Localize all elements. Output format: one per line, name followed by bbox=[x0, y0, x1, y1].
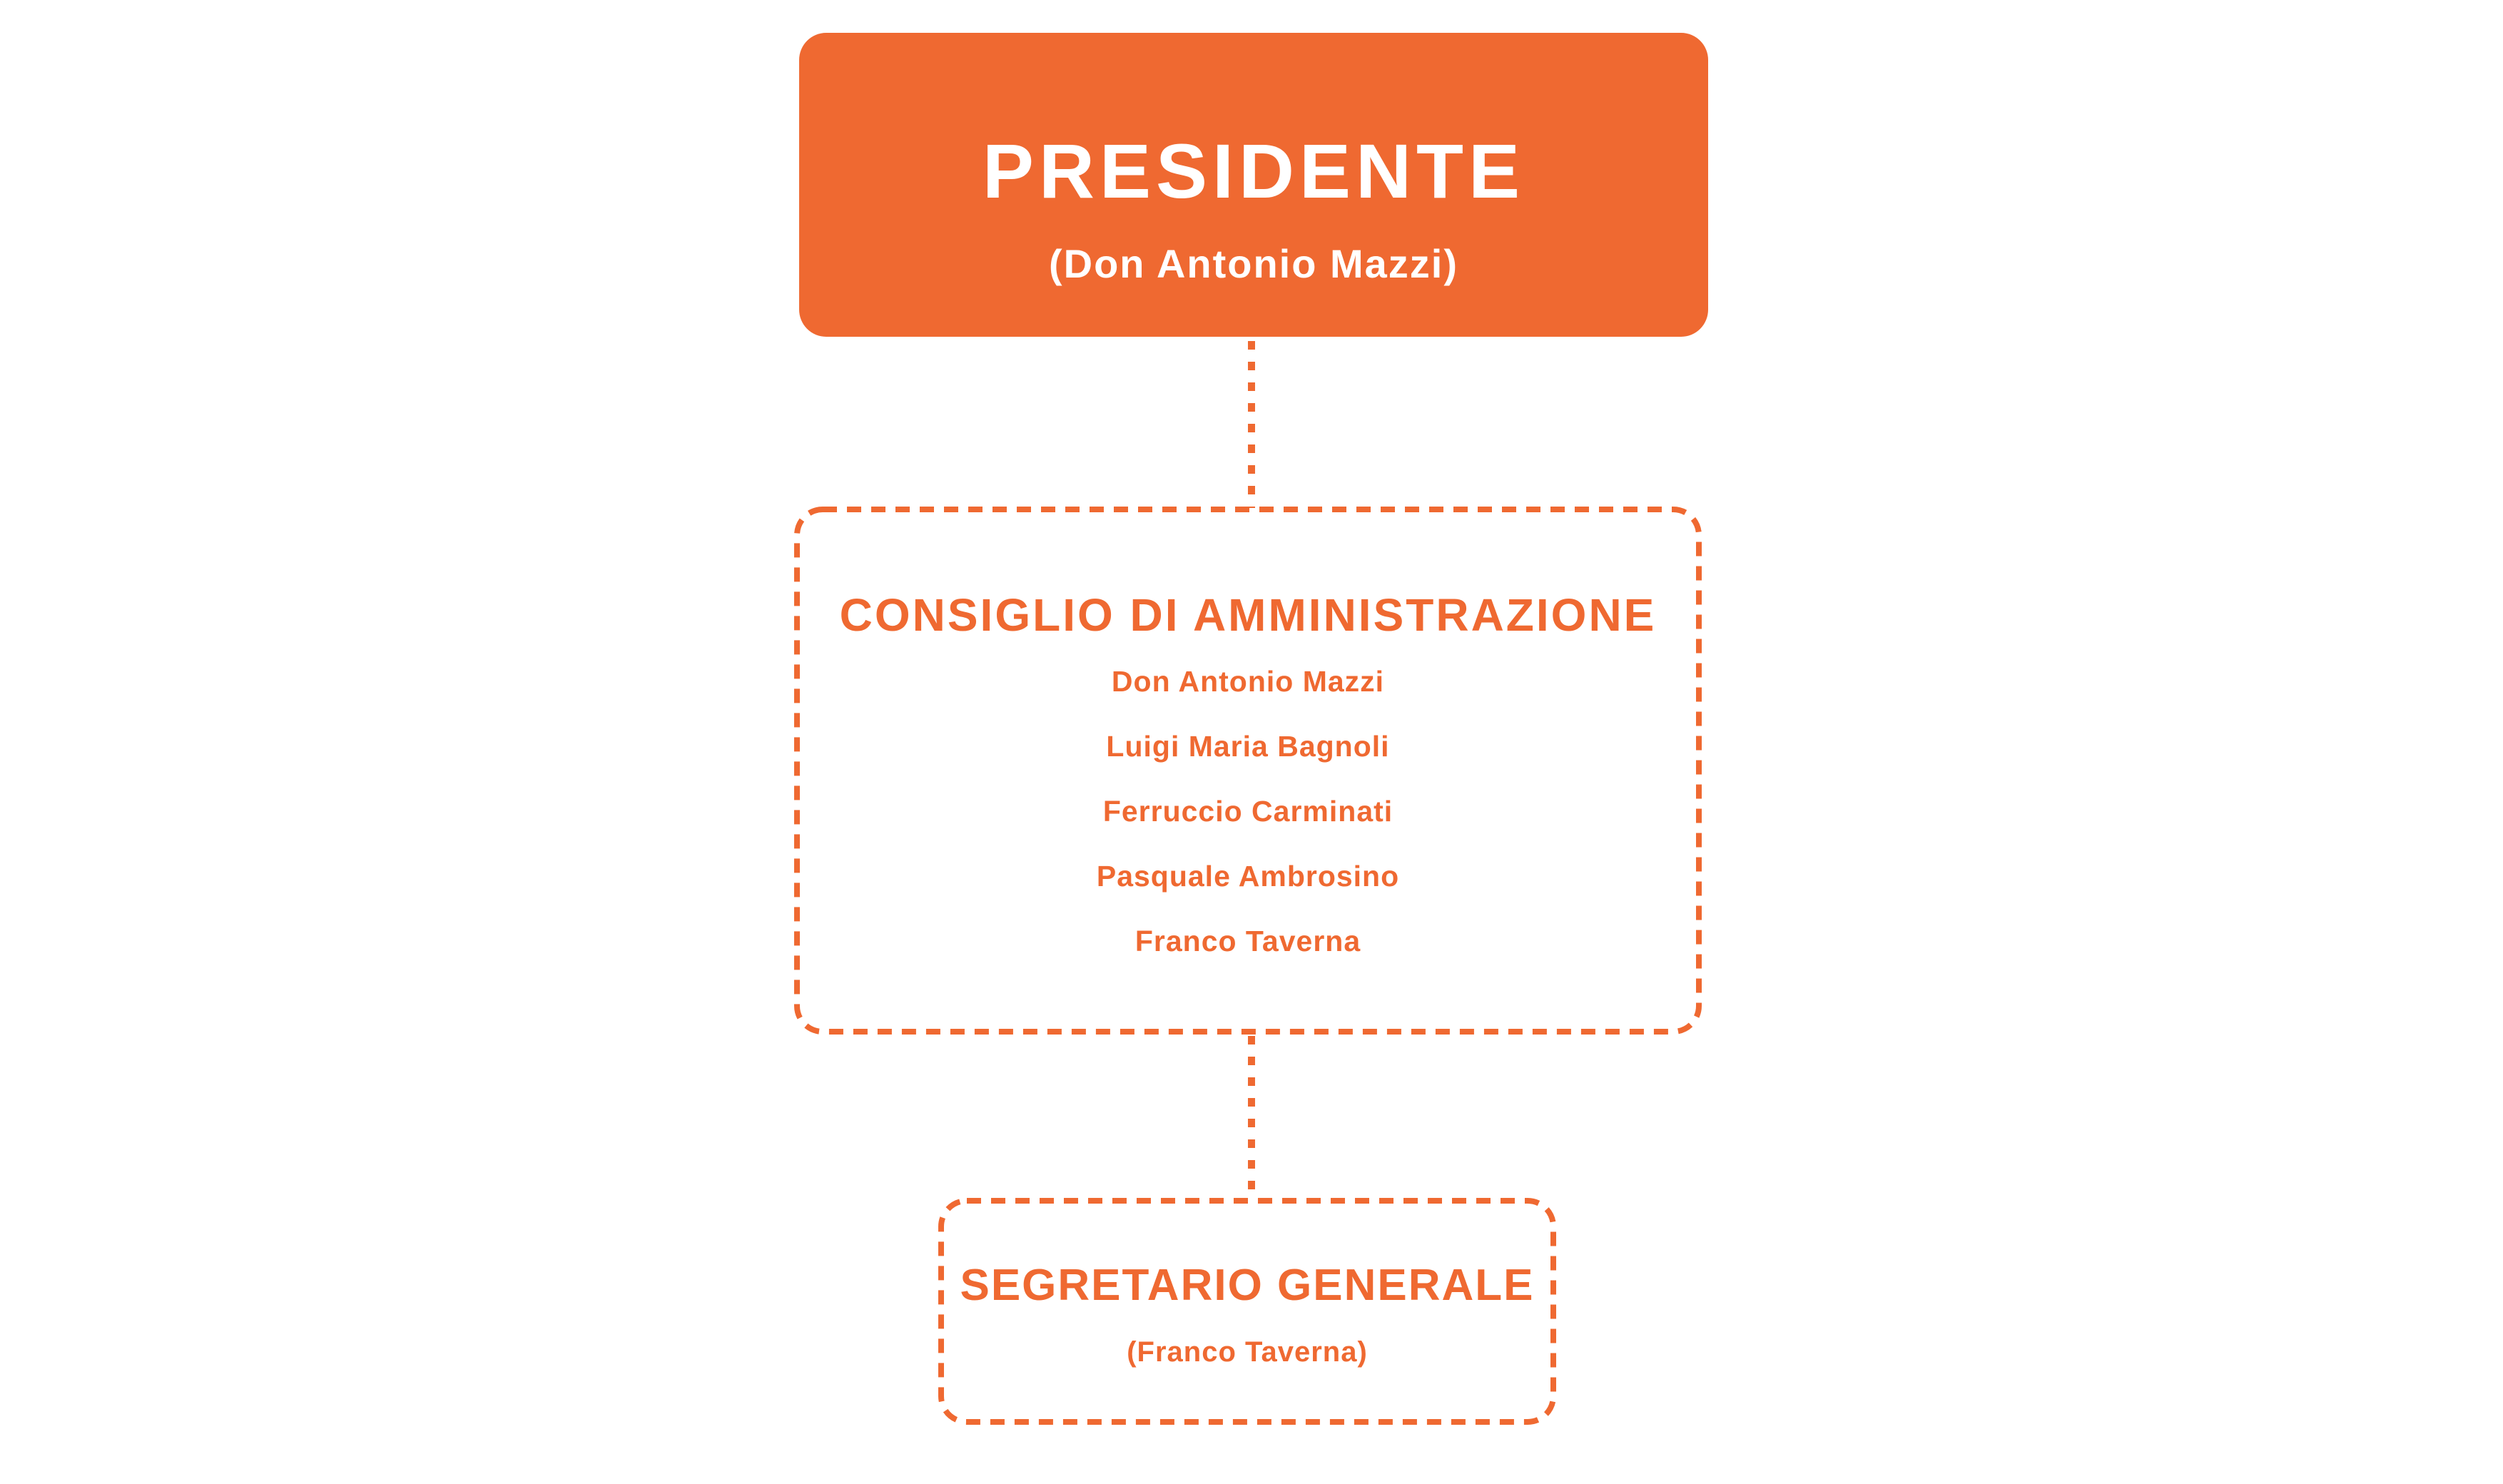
segretario-node bbox=[941, 1201, 1553, 1422]
consiglio-member: Franco Taverna bbox=[1134, 925, 1361, 957]
presidente-name: (Don Antonio Mazzi) bbox=[1048, 241, 1459, 286]
presidente-node bbox=[799, 33, 1708, 337]
consiglio-title: CONSIGLIO DI AMMINISTRAZIONE bbox=[839, 589, 1657, 641]
consiglio-member: Luigi Maria Bagnoli bbox=[1106, 730, 1390, 763]
consiglio-member: Don Antonio Mazzi bbox=[1111, 665, 1385, 698]
segretario-name: (Franco Taverna) bbox=[1127, 1336, 1368, 1368]
consiglio-member: Pasquale Ambrosino bbox=[1096, 860, 1400, 893]
consiglio-node bbox=[797, 509, 1699, 1032]
consiglio-member: Ferruccio Carminati bbox=[1102, 795, 1393, 828]
consiglio-member-list bbox=[797, 649, 1699, 974]
segretario-title: SEGRETARIO GENERALE bbox=[960, 1261, 1535, 1310]
presidente-title: PRESIDENTE bbox=[982, 128, 1525, 214]
